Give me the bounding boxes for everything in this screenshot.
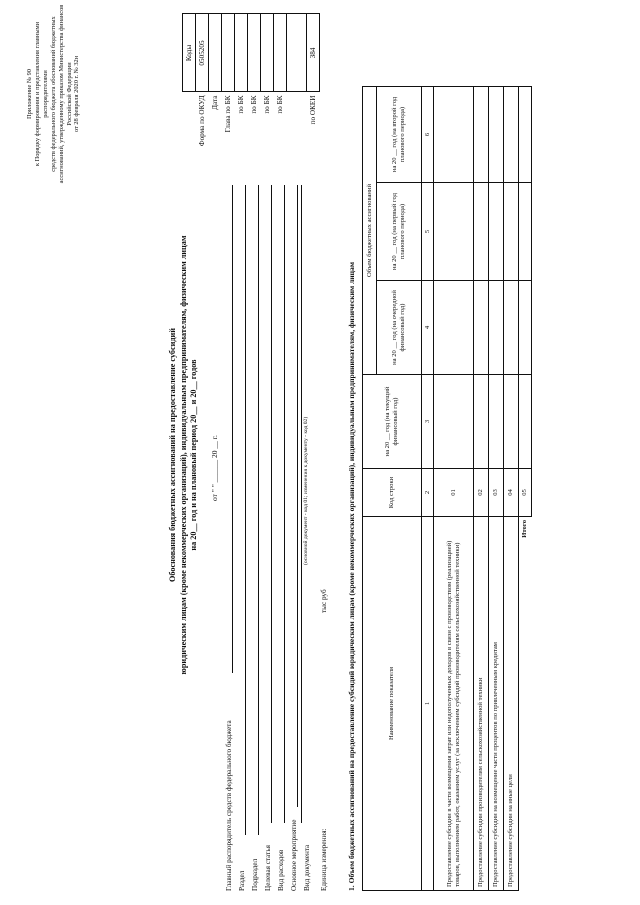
- document-title: [168, 175, 200, 735]
- codes-table: [182, 14, 320, 177]
- codes-value: 0505205: [196, 14, 209, 92]
- codes-label: Дата: [211, 95, 219, 110]
- row-cell: [474, 375, 489, 469]
- appendix-line: средств федерального бюджета обоснований бюджетных: [49, 16, 57, 172]
- codes-value: [222, 14, 235, 92]
- field-line: [284, 185, 285, 823]
- field-line: [258, 185, 259, 835]
- field-line: [297, 185, 298, 807]
- appendix-line: ассигнований, утвержденному приказом Министерства финансов: [57, 4, 65, 184]
- field-document-type: Вид документа: [303, 844, 311, 891]
- row-name: Предоставление субсидии в части возмещения затрат или недополученных доходов в связи с производством (реализацией) товаров, выполнением работ, оказанием услуг (за исключением субсидий производителям сельскохозяйственной техники): [434, 517, 474, 891]
- row-code: 03: [489, 469, 504, 517]
- row-cell: [519, 183, 532, 281]
- codes-label: по БК: [263, 95, 271, 114]
- total-label: Итого: [521, 520, 529, 538]
- row-cell: [519, 87, 532, 183]
- col-number: 2: [422, 469, 434, 517]
- table-row: [474, 87, 489, 891]
- row-cell: [474, 183, 489, 281]
- table-row: [504, 87, 519, 891]
- codes-value: [235, 14, 248, 92]
- field-subsection: Подраздел: [251, 858, 259, 891]
- basis-note: (основной документ - код 01; изменения к документу - код 02): [303, 416, 309, 565]
- field-expense-type: Вид расходов: [277, 849, 285, 891]
- row-name: Предоставление субсидии производителям сельскохозяйственной техники: [474, 517, 489, 891]
- codes-value: [209, 14, 222, 92]
- col-number: 1: [422, 517, 434, 891]
- appendix-line: от 28 февраля 2020 г. № 32н: [73, 55, 81, 133]
- col-number: 5: [422, 183, 434, 281]
- row-cell: [504, 375, 519, 469]
- col-header-current-year: на 20 __ год (на текущий финансовый год): [363, 375, 422, 469]
- field-line: [232, 185, 233, 673]
- row-code: 04: [504, 469, 519, 517]
- codes-label: по ОКЕИ: [309, 95, 317, 125]
- field-line: [245, 185, 246, 835]
- row-name: Предоставление субсидии на иные цели: [504, 517, 519, 891]
- row-cell: [474, 281, 489, 375]
- col-number: 4: [422, 281, 434, 375]
- row-cell: [434, 87, 474, 183]
- codes-value: [287, 14, 307, 92]
- row-cell: [489, 87, 504, 183]
- col-header-second-plan-year: на 20 __ год (на второй год планового периода): [377, 87, 422, 183]
- row-code: 02: [474, 469, 489, 517]
- title-line: юридическим лицам (кроме некоммерческих организаций), индивидуальным предпринимателям, физическим лицам: [178, 235, 188, 675]
- codes-label: по БК: [276, 95, 284, 114]
- row-cell: [519, 375, 532, 469]
- appendix-line: к Порядку формирования и представления главными распорядителями: [33, 21, 49, 167]
- row-code: 01: [434, 469, 474, 517]
- field-main-event: Основное мероприятие: [290, 819, 298, 891]
- codes-value: [274, 14, 287, 92]
- total-row: [519, 87, 532, 891]
- col-number: 3: [422, 375, 434, 469]
- row-cell: [519, 281, 532, 375]
- field-line: [271, 185, 272, 823]
- title-line: Обоснования бюджетных ассигнований на предоставление субсидий: [168, 328, 177, 582]
- document-date: от " " ______ 20 __ г.: [210, 435, 219, 501]
- row-cell: [434, 281, 474, 375]
- codes-value: [248, 14, 261, 92]
- row-cell: [489, 183, 504, 281]
- codes-label: Форма по ОКУД: [198, 95, 206, 147]
- codes-label: Глава по БК: [224, 95, 232, 133]
- row-cell: [474, 87, 489, 183]
- col-group-volume: Объем бюджетных ассигнований: [363, 87, 377, 375]
- table-row: [489, 87, 504, 891]
- row-cell: [504, 281, 519, 375]
- codes-value: 384: [307, 14, 320, 92]
- appendix-line: Российской Федерации: [65, 62, 73, 126]
- field-chief-manager: Главный распорядитель средств федерального бюджета: [225, 720, 233, 891]
- appendix-note: [26, 0, 81, 189]
- appendix-line: Приложение № 90: [26, 69, 33, 119]
- row-cell: [504, 183, 519, 281]
- col-header-name: Наименование показателя: [363, 517, 422, 891]
- codes-label: [287, 92, 307, 176]
- section-title: 1. Объем бюджетных ассигнований на предоставление субсидий юридическим лицам (кроме некоммерческих организаций), индивидуальным предпринимателям, физическим лицам: [347, 262, 356, 891]
- title-line: на 20__ год и на плановый период 20__ и 20__ годов: [189, 359, 198, 551]
- field-unit-value: тыс руб: [320, 589, 328, 613]
- field-unit-label: Единица измерения:: [320, 828, 328, 891]
- codes-label: по БК: [237, 95, 245, 114]
- col-header-next-year: на 20 __ год (на очередной финансовый год): [377, 281, 422, 375]
- row-cell: [489, 375, 504, 469]
- row-cell: [434, 375, 474, 469]
- table-row: [434, 87, 474, 891]
- total-code: 05: [519, 469, 532, 517]
- col-header-code: Код строки: [363, 469, 422, 517]
- row-cell: [489, 281, 504, 375]
- appropriations-table: [362, 86, 532, 891]
- col-header-first-plan-year: на 20 __ год (на первый год планового периода): [377, 183, 422, 281]
- row-cell: [434, 183, 474, 281]
- row-cell: [504, 87, 519, 183]
- codes-label: по БК: [250, 95, 258, 114]
- col-number: 6: [422, 87, 434, 183]
- row-name: Предоставление субсидии на возмещение части процентов по привлеченным кредитам: [489, 517, 504, 891]
- codes-header: Коды: [183, 14, 196, 92]
- codes-value: [261, 14, 274, 92]
- field-target-item: Целевая статья: [264, 845, 272, 891]
- field-line: [301, 185, 302, 823]
- field-section: Раздел: [238, 870, 246, 891]
